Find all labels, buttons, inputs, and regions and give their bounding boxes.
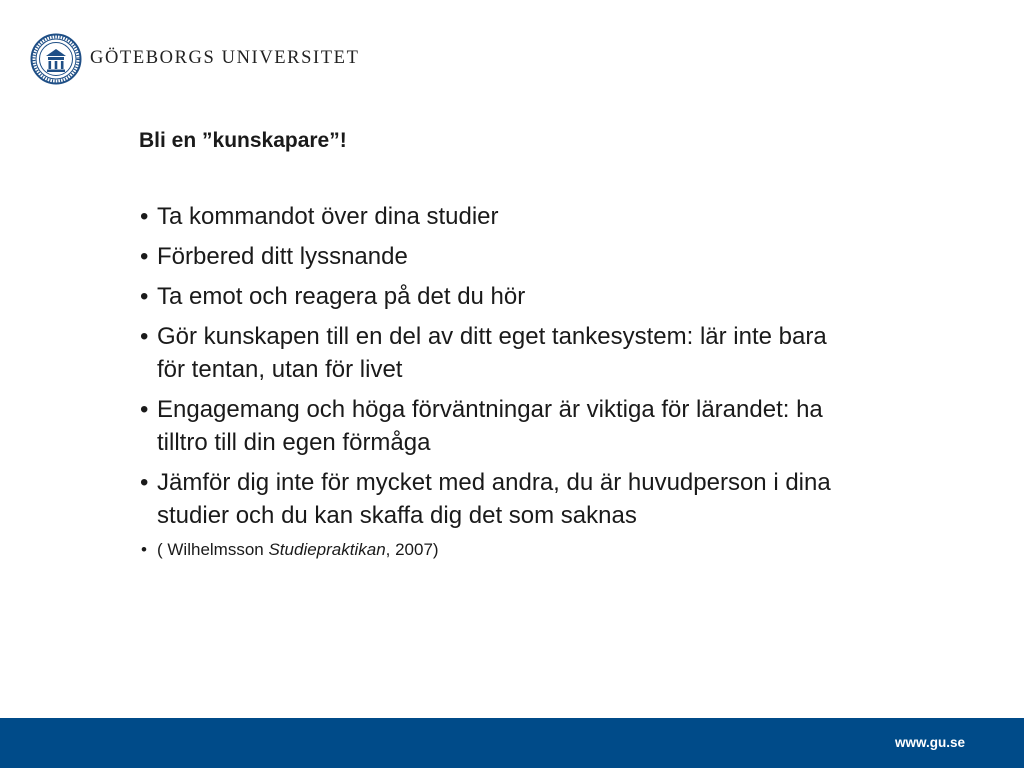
bullet-text: Gör kunskapen till en del av ditt eget tankesystem: lär inte bara för tentan, utan för livet [157,323,827,383]
bullet-icon: • [140,243,149,270]
citation-item [139,539,859,561]
citation-prefix: ( Wilhelmsson [157,540,269,559]
bullet-item [139,466,859,532]
bullet-text: Engagemang och höga förväntningar är viktiga för lärandet: ha tilltro till din egen förmåga [157,396,823,456]
citation-suffix: , 2007) [385,540,439,559]
bullet-icon: • [140,283,149,310]
footer-bar [0,718,1024,768]
bullet-icon: • [141,540,147,559]
university-seal-icon [30,33,82,85]
bullet-icon: • [140,396,149,423]
bullet-item [139,320,859,386]
citation-title: Studiepraktikan [268,540,386,559]
bullet-item [139,240,859,273]
bullet-text: Jämför dig inte för mycket med andra, du är huvudperson i dina studier och du kan skaffa dig det som saknas [157,469,831,529]
bullet-icon: • [140,469,149,496]
bullet-text: Ta kommandot över dina studier [157,203,499,230]
university-name: GÖTEBORGS UNIVERSITET [90,48,360,68]
footer-url-link[interactable]: www.gu.se [894,735,965,750]
bullet-item [139,280,859,313]
bullet-text: Ta emot och reagera på det du hör [157,283,526,310]
slide-title: Bli en ”kunskapare”! [139,129,347,152]
bullet-icon: • [140,323,149,350]
bullet-list [139,200,859,568]
bullet-text: Förbered ditt lyssnande [157,243,408,270]
bullet-item [139,200,859,233]
bullet-icon: • [140,203,149,230]
bullet-item [139,393,859,459]
